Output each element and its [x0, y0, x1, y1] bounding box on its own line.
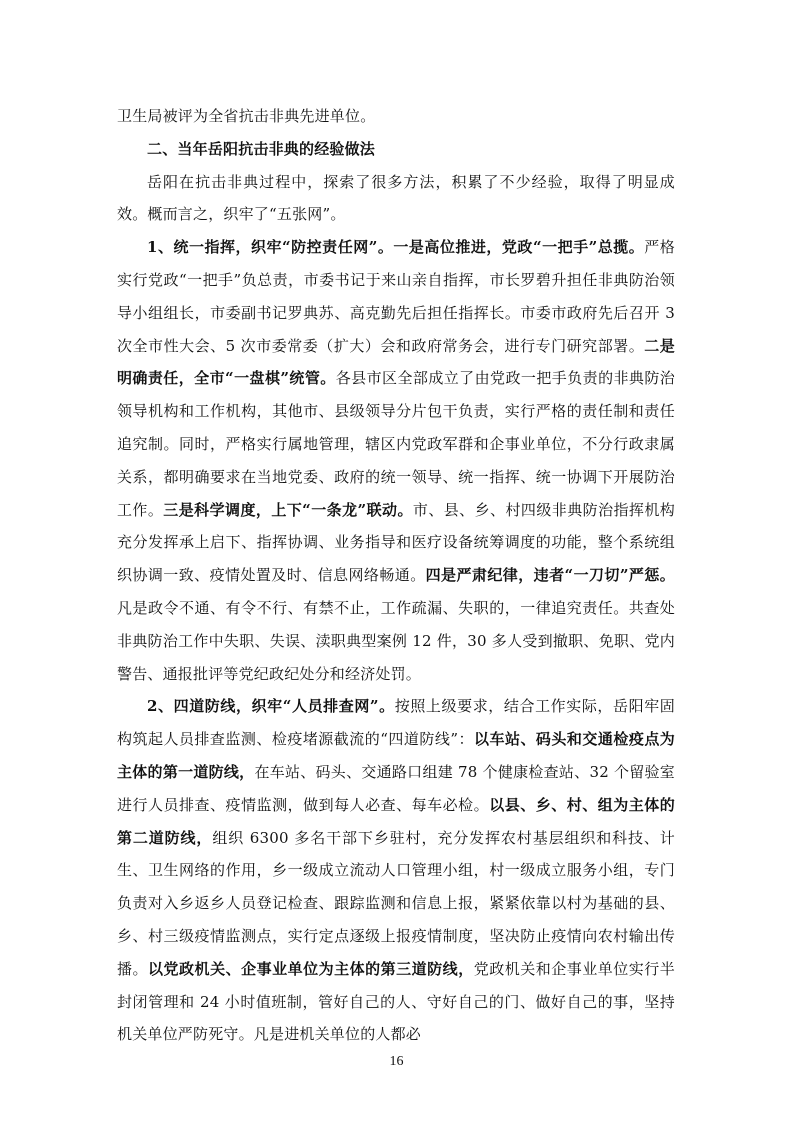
bold-text: 二、当年岳阳抗击非典的经验做法: [147, 139, 376, 158]
bold-text: 三是科学调度，上下“一条龙”联动。: [163, 500, 413, 519]
bold-text: 四是严肃纪律，违者“一刀切”严惩。: [425, 566, 675, 585]
document-body: [117, 100, 675, 1051]
body-text: 严格实行党政“一把手”负总责，市委书记于来山亲自指挥，市长罗碧升担任非典防治领导小组组长，市委副书记罗典苏、高克勤先后担任指挥长。市委市政府先后召开 3 次全市性大会、5 次市委常委（扩大）会和政府常务会，进行专门研究部署。: [117, 238, 675, 355]
bold-text: 以县、乡、村、组为主体的第二道防线，: [117, 795, 675, 847]
body-text: 组织 6300 多名干部下乡驻村，充分发挥农村基层组织和科技、计生、卫生网络的作用，乡一级成立流动人口管理小组，村一级成立服务小组，专门负责对入乡返乡人员登记检查、跟踪监测和信息上报，紧紧依靠以村为基础的县、乡、村三级疫情监测点，实行定点逐级上报疫情制度，坚决防止疫情向农村输出传播。: [117, 828, 675, 978]
body-text: 在车站、码头、交通路口组建 78 个健康检查站、32 个留验室进行人员排查、疫情监测，做到每人必查、每车必检。: [117, 762, 675, 814]
body-text: 市、县、乡、村四级非典防治指挥机构充分发挥承上启下、指挥协调、业务指导和医疗设备统筹调度的功能，整个系统组织协调一致、疫情处置及时、信息网络畅通。: [117, 500, 675, 585]
bold-text: 以党政机关、企事业单位为主体的第三道防线，: [148, 959, 474, 978]
paragraph: [117, 231, 675, 690]
bold-text: 2、四道防线，织牢“人员排查网”。: [147, 697, 395, 716]
body-text: 按照上级要求，结合工作实际，岳阳牢固构筑起人员排查监测、检疫堵源截流的“四道防线”：: [117, 697, 675, 749]
bold-text: 二是明确责任，全市“一盘棋”统管。: [117, 336, 675, 388]
page-number: 16: [389, 1054, 404, 1069]
bold-text: 以车站、码头和交通检疫点为主体的第一道防线，: [117, 730, 676, 781]
bold-text: 1、统一指挥，织牢“防控责任网”。一是高位推进，党政“一把手”总揽。: [147, 238, 645, 257]
body-text: 卫生局被评为全省抗击非典先进单位。: [117, 107, 376, 125]
paragraph: [117, 690, 675, 1051]
paragraph: [117, 100, 675, 133]
body-text: 凡是政令不通、有令不行、有禁不止，工作疏漏、失职的，一律追究责任。共查处非典防治工作中失职、失误、渎职典型案例 12 件，30 多人受到撤职、免职、党内警告、通报批评等党纪政纪处分和经济处罚。: [117, 598, 675, 683]
paragraph: [117, 166, 675, 232]
body-text: 岳阳在抗击非典过程中，探索了很多方法，积累了不少经验，取得了明显成效。概而言之，织牢了“五张网”。: [117, 172, 675, 224]
paragraph: [117, 133, 675, 166]
body-text: 各县市区全部成立了由党政一把手负责的非典防治领导机构和工作机构，其他市、县级领导分片包干负责，实行严格的责任制和责任追究制。同时，严格实行属地管理，辖区内党政军群和企事业单位，不分行政隶属关系，都明确要求在当地党委、政府的统一领导、统一指挥、统一协调下开展防治工作。: [117, 369, 675, 519]
body-text: 党政机关和企事业单位实行半封闭管理和 24 小时值班制，管好自己的人、守好自己的门、做好自己的事，坚持机关单位严防死守。凡是进机关单位的人都必: [117, 959, 676, 1044]
